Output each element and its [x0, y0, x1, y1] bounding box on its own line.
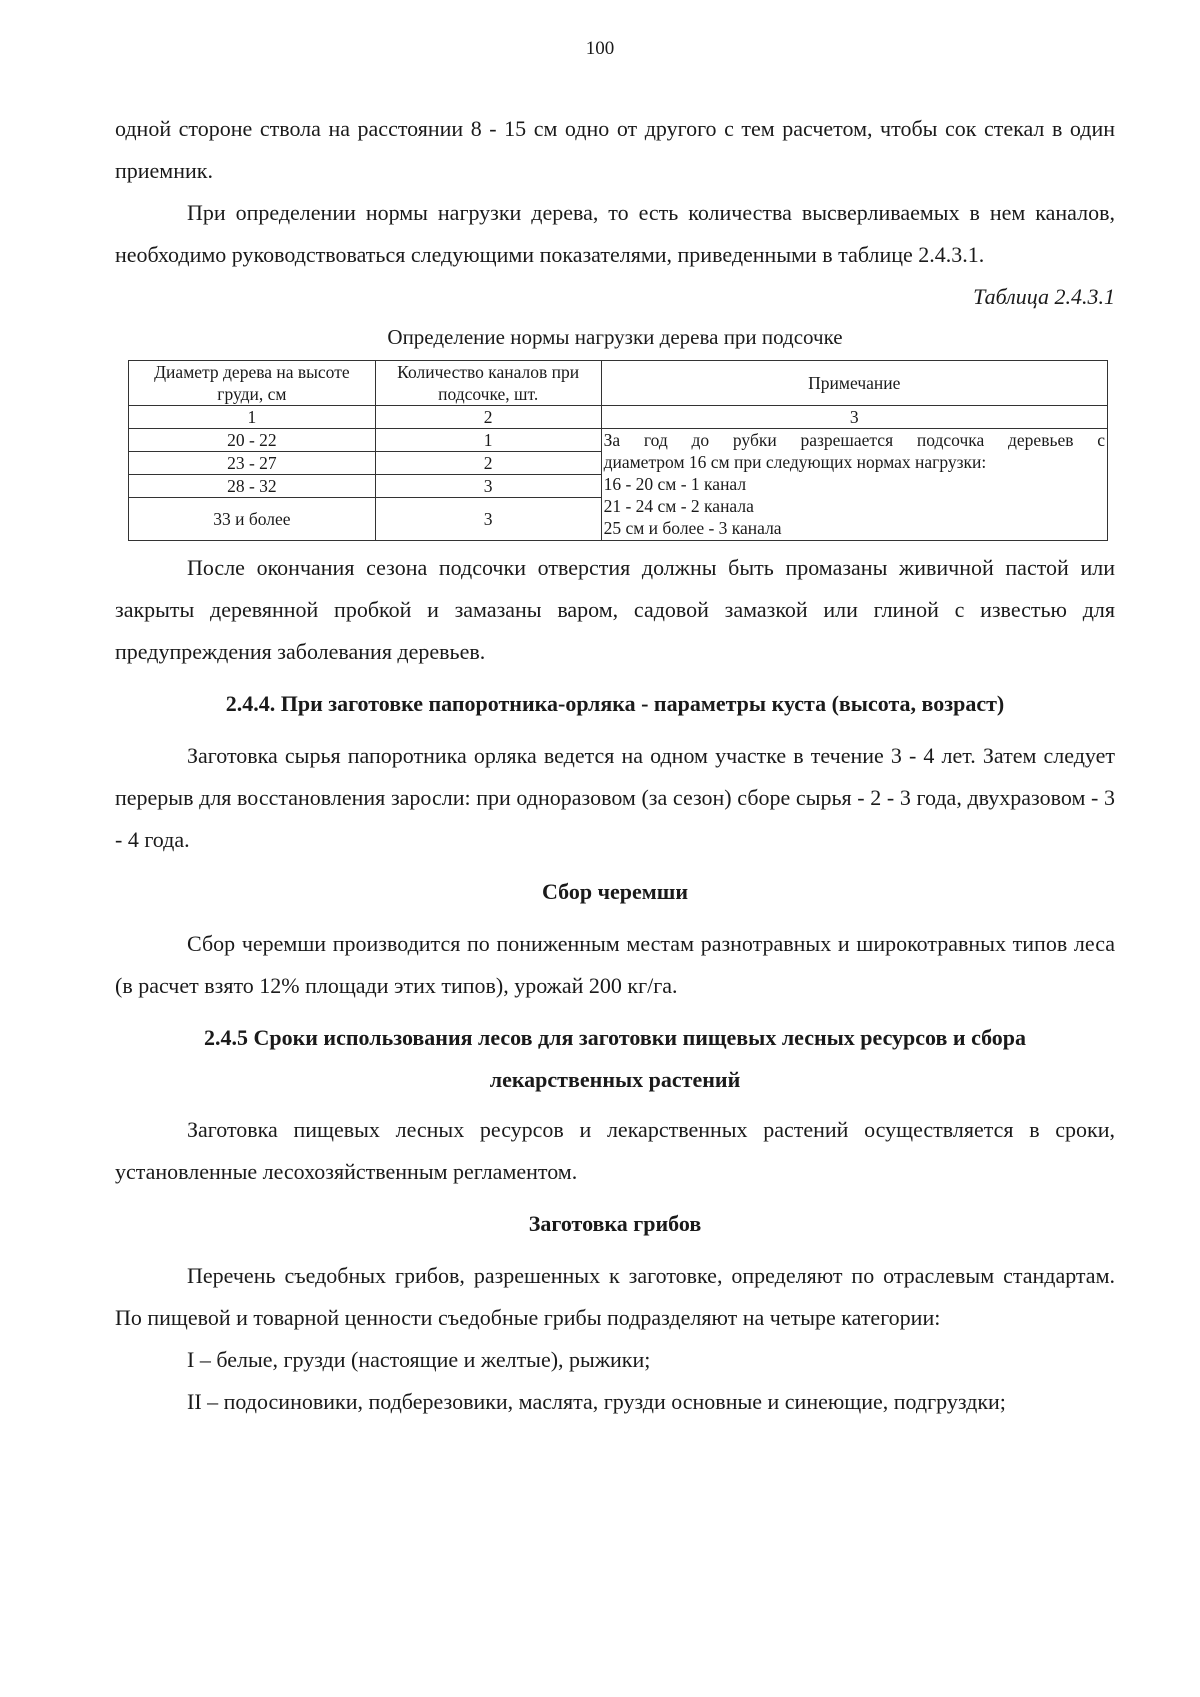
- header-diameter: Диаметр дерева на высоте груди, см: [129, 361, 376, 406]
- cell-diameter: 23 - 27: [129, 452, 376, 475]
- page-number: 100: [585, 38, 615, 59]
- paragraph-ramsons: Сбор черемши производится по пониженным местам разнотравных и широкотравных типов леса (в расчет взято 12% площади этих типов), урожай 200 кг/га.: [115, 931, 1115, 998]
- note-line: 21 - 24 см - 2 канала: [603, 496, 754, 516]
- mushroom-category-list: [115, 1339, 1115, 1423]
- col-number: 1: [129, 406, 376, 429]
- cell-note: [601, 429, 1107, 541]
- paragraph-load-norm: При определении нормы нагрузки дерева, то есть количества высверливаемых в нем каналов, необходимо руководствоваться следующими показателями, приведенными в таблице 2.4.3.1.: [115, 200, 1115, 267]
- section-heading-mushrooms: Заготовка грибов: [528, 1211, 702, 1236]
- load-norm-table: [128, 360, 1108, 541]
- paragraph-mushrooms: Перечень съедобных грибов, разрешенных к заготовке, определяют по отраслевым стандартам. По пищевой и товарной ценности съедобные грибы подразделяют на четыре категории:: [115, 1263, 1115, 1330]
- list-item: II – подосиновики, подберезовики, маслята, грузди основные и синеющие, подгруздки;: [187, 1389, 1006, 1414]
- paragraph-continuation: одной стороне ствола на расстоянии 8 - 15 см одно от другого с тем расчетом, чтобы сок стекал в один приемник.: [115, 116, 1115, 183]
- header-note: Примечание: [601, 361, 1107, 406]
- note-line: 25 см и более - 3 канала: [603, 518, 782, 538]
- table-caption: Таблица 2.4.3.1: [973, 284, 1115, 309]
- section-heading-fern: 2.4.4. При заготовке папоротника-орляка - параметры куста (высота, возраст): [225, 691, 1005, 716]
- section-heading-terms: [115, 1017, 1115, 1101]
- note-line: 16 - 20 см - 1 канал: [603, 474, 747, 494]
- paragraph-terms: Заготовка пищевых лесных ресурсов и лекарственных растений осуществляется в сроки, установленные лесохозяйственным регламентом.: [115, 1117, 1115, 1184]
- list-item: I – белые, грузди (настоящие и желтые), рыжики;: [187, 1347, 651, 1372]
- table-title: Определение нормы нагрузки дерева при подсочке: [387, 325, 843, 349]
- cell-channels: 3: [375, 475, 601, 498]
- cell-diameter: 20 - 22: [129, 429, 376, 452]
- cell-channels: 1: [375, 429, 601, 452]
- table-number-row: [129, 406, 1108, 429]
- table-row: [129, 429, 1108, 452]
- header-channels: Количество каналов при подсочке, шт.: [375, 361, 601, 406]
- note-line: За год до рубки разрешается подсочка деревьев с: [603, 430, 1105, 450]
- cell-diameter: 33 и более: [129, 498, 376, 541]
- cell-diameter: 28 - 32: [129, 475, 376, 498]
- section-heading-ramsons: Сбор черемши: [541, 879, 688, 904]
- col-number: 3: [601, 406, 1107, 429]
- paragraph-fern: Заготовка сырья папоротника орляка ведется на одном участке в течение 3 - 4 лет. Затем следует перерыв для восстановления заросли: при одноразовом (за сезон) сборе сырья - 2 - 3 года, двухразовом - 3 - 4 года.: [115, 743, 1115, 852]
- document-body: [115, 108, 1115, 1423]
- col-number: 2: [375, 406, 601, 429]
- note-line: диаметром 16 см при следующих нормах нагрузки:: [603, 452, 987, 472]
- heading-line: 2.4.5 Сроки использования лесов для заготовки пищевых лесных ресурсов и сбора: [203, 1025, 1027, 1050]
- paragraph-season-end: После окончания сезона подсочки отверстия должны быть промазаны живичной пастой или закрыты деревянной пробкой и замазаны варом, садовой замазкой или глиной с известью для предупреждения заболевания деревьев.: [115, 555, 1115, 664]
- heading-line: лекарственных растений: [489, 1067, 741, 1092]
- cell-channels: 2: [375, 452, 601, 475]
- table-header-row: [129, 361, 1108, 406]
- cell-channels: 3: [375, 498, 601, 541]
